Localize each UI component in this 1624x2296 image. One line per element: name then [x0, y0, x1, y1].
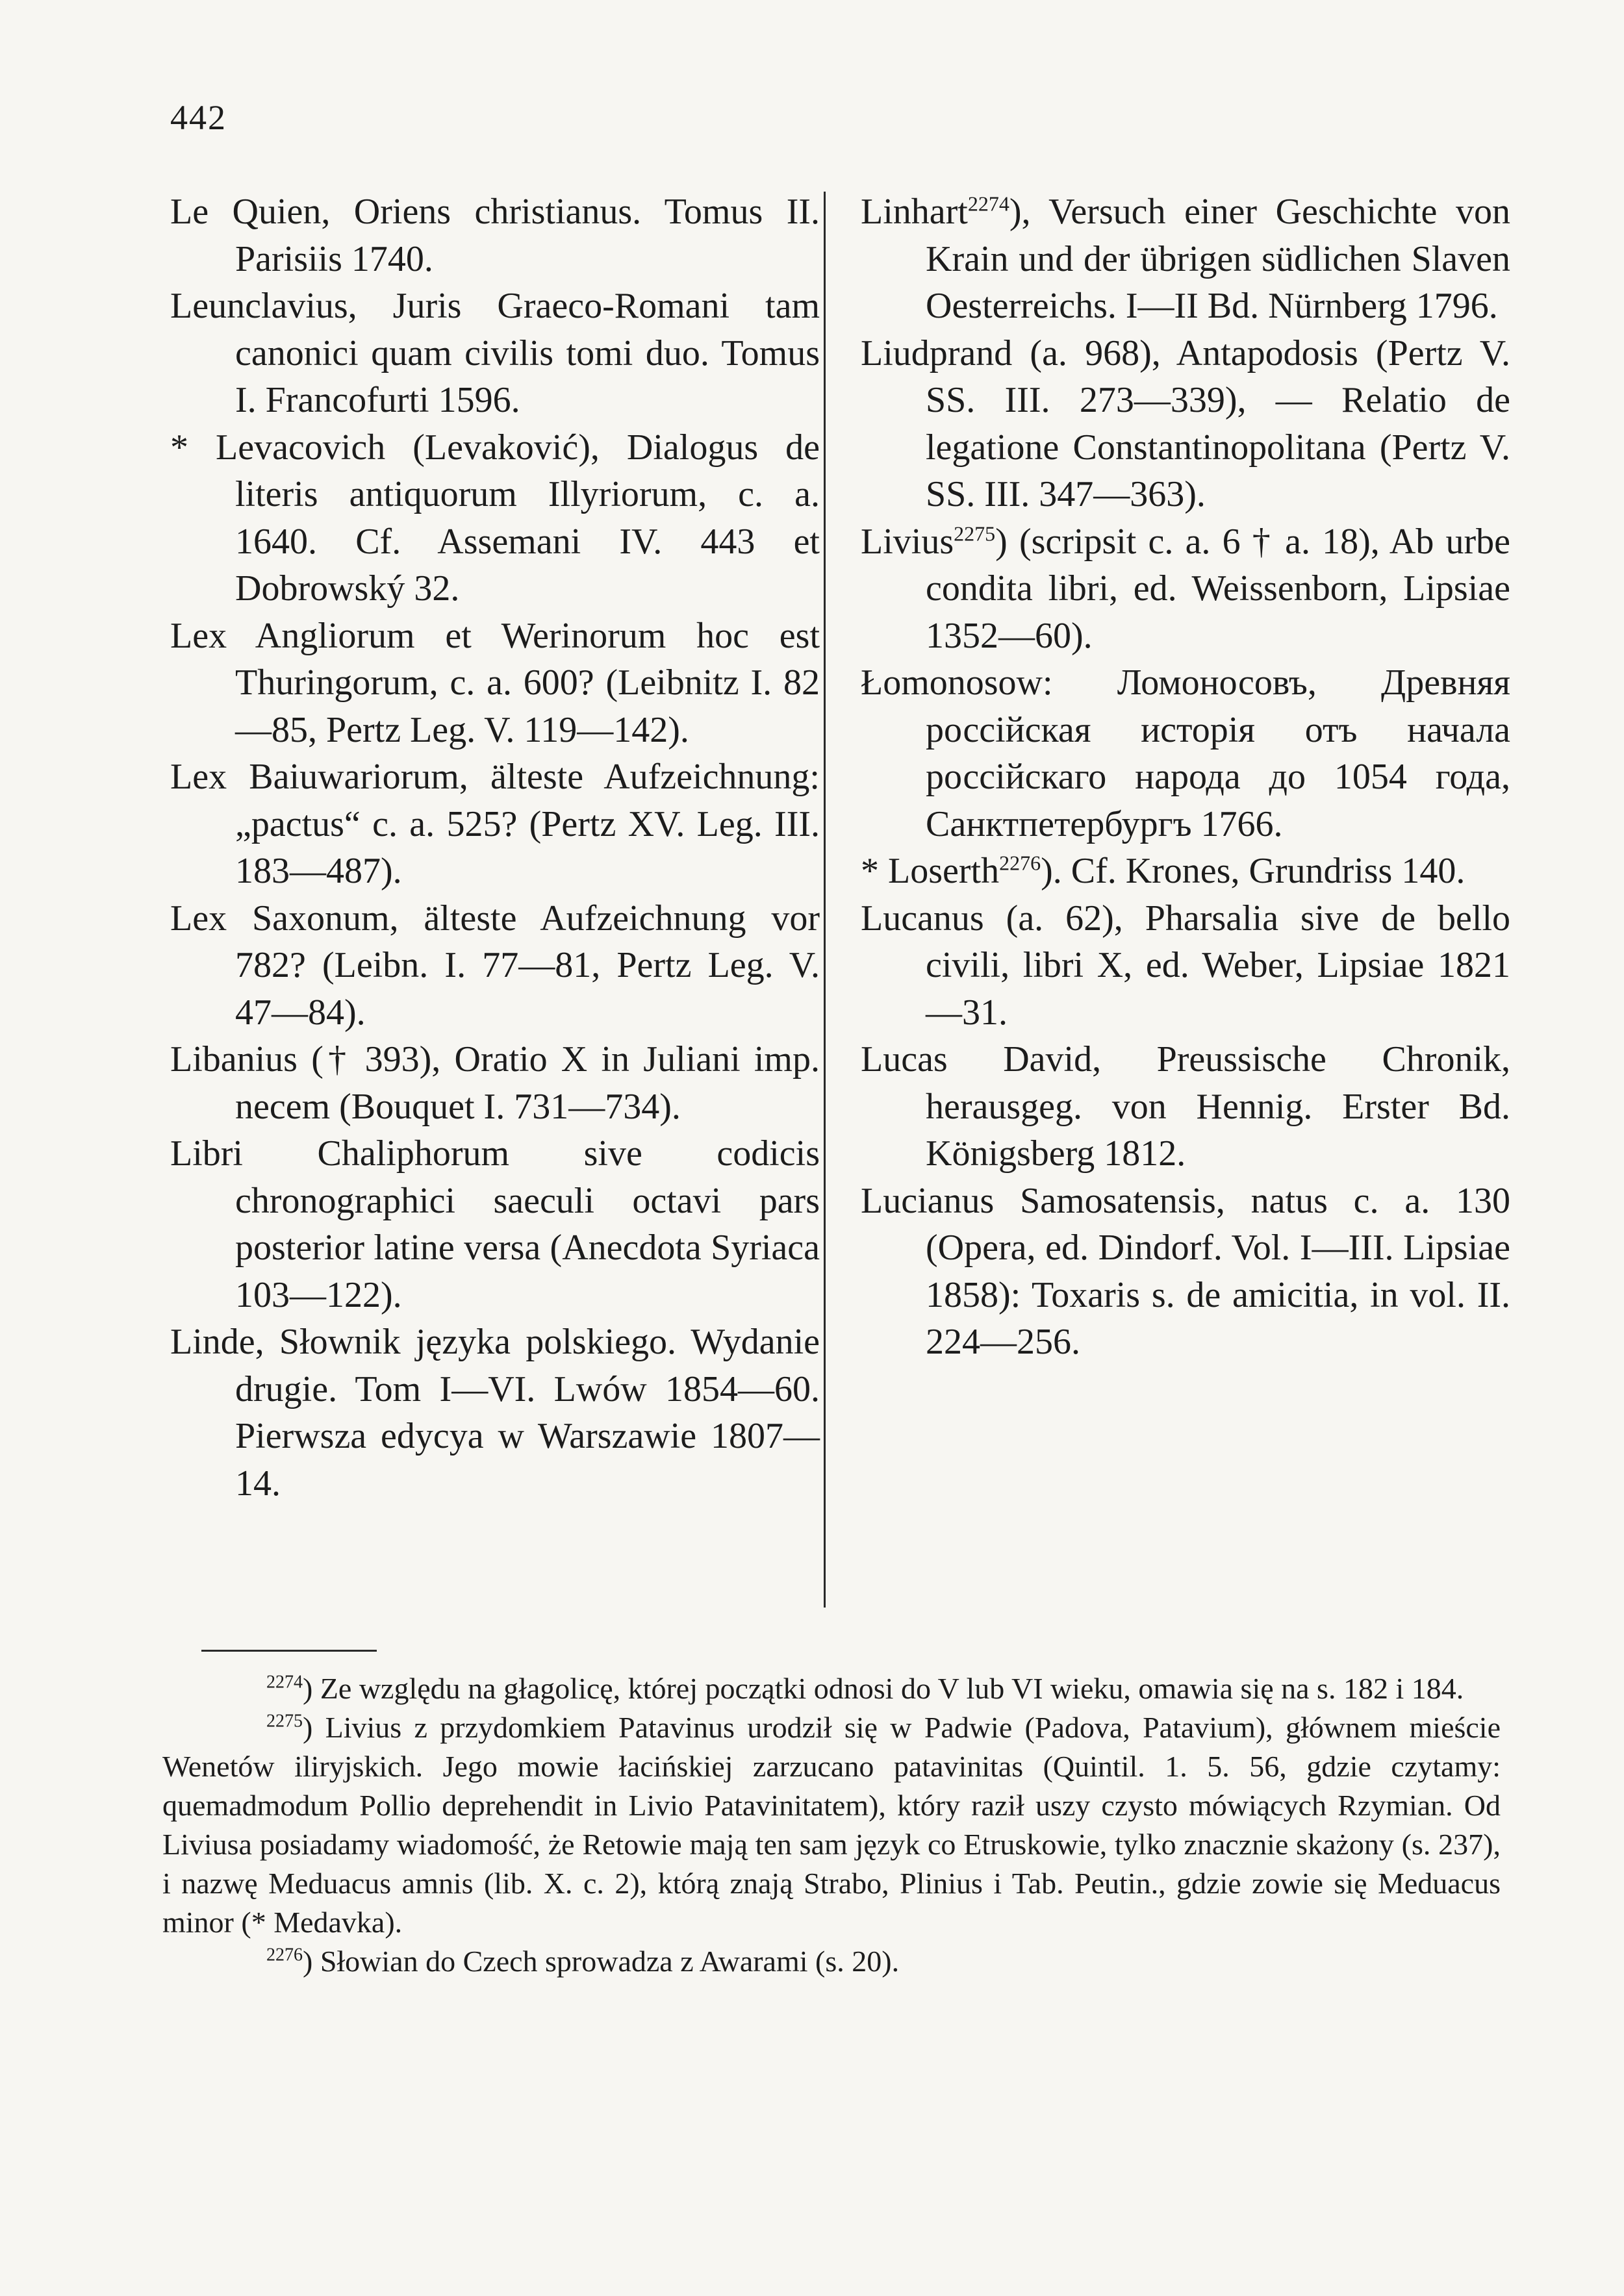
- bibliography-entry: [861, 518, 1510, 660]
- bibliography-entry: Lex Baiuwariorum, älteste Aufzeichnung: „pactus“ c. a. 525? (Pertz XV. Leg. III. 183—487).: [170, 757, 820, 891]
- bibliography-entry: Leunclavius, Juris Graeco-Romani tam canonici quam civilis tomi duo. Tomus I. Francofurti 1596.: [170, 286, 820, 420]
- bibliography-entry: Libri Chaliphorum sive codicis chronographici saeculi octavi pars posterior latine versa (Anecdota Syriaca 103—122).: [170, 1133, 820, 1315]
- bibliography-entry: [861, 895, 1510, 1037]
- entry-text: Livius: [861, 521, 954, 562]
- page-number: 442: [170, 98, 227, 137]
- entry-text: ) (scripsit c. a. 6 † a. 18), Ab urbe condita libri, ed. Weissenborn, Lipsiae 1352—60).: [926, 521, 1510, 656]
- bibliography-entry: [861, 1036, 1510, 1178]
- bibliography-entry: Libanius († 393), Oratio X in Juliani imp. necem (Bouquet I. 731—734).: [170, 1039, 820, 1127]
- bibliography-entry: Lex Angliorum et Werinorum hoc est Thuringorum, c. a. 600? (Leibnitz I. 82—85, Pertz Leg. V. 119—142).: [170, 615, 820, 750]
- entry-text: Liudprand (a. 968), Antapodosis (Pertz V. SS. III. 273—339), — Relatio de legatione Constantinopolitana (Pertz V. SS. III. 347—363).: [861, 333, 1510, 514]
- footnote-number: 2274: [266, 1672, 303, 1693]
- bibliography-entry: [861, 1178, 1510, 1366]
- footnote: [162, 1669, 1501, 1708]
- footnote-ref: 2276: [999, 851, 1041, 875]
- entry-text: Lucanus (a. 62), Pharsalia sive de bello civili, libri X, ed. Weber, Lipsiae 1821—31.: [861, 898, 1510, 1033]
- bibliography-entry: Linde, Słownik języka polskiego. Wydanie drugie. Tom I—VI. Lwów 1854—60. Pierwsza edycya w Warszawie 1807—14.: [170, 1322, 820, 1504]
- footnote: [162, 1942, 1501, 1981]
- entry-text: ), Versuch einer Geschichte von Krain und der übrigen südlichen Slaven Oesterreichs. I—II Bd. Nürnberg 1796.: [926, 192, 1510, 326]
- bibliography-entry: [861, 188, 1510, 330]
- footnote: [162, 1708, 1501, 1942]
- footnote-ref: 2274: [967, 192, 1009, 216]
- entry-text: Linhart: [861, 192, 968, 232]
- bibliography-entry: [861, 848, 1510, 895]
- footnote-text: ) Livius z przydomkiem Patavinus urodził się w Padwie (Padova, Patavium), głównem mieście Wenetów iliryjskich. Jego mowie łacińskiej zarzucano patavinitas (Quintil. 1. 5. 56, gdzie czytamy: quemadmodum Pollio deprehendit in Livio Patavinitatem), który raził uszy czysto mówiących Rzymian. Od Liviusa posiadamy wiadomość, że Retowie mają ten sam język co Etruskowie, tylko znacznie skażony (s. 237), i nazwę Meduacus amnis (lib. X. c. 2), którą znają Strabo, Plinius i Tab. Peutin., gdzie zowie się Meduacus minor (* Medavka).: [162, 1711, 1501, 1939]
- footnote-number: 2276: [266, 1945, 303, 1965]
- bibliography-entry: Lex Saxonum, älteste Aufzeichnung vor 782? (Leibn. I. 77—81, Pertz Leg. V. 47—84).: [170, 898, 820, 1033]
- footnote-text: ) Ze względu na głagolicę, której początki odnosi do V lub VI wieku, omawia się na s. 182 i 184.: [303, 1672, 1464, 1705]
- footnote-ref: 2275: [954, 521, 996, 545]
- bibliography-entry: [861, 330, 1510, 518]
- bibliography-entry: [861, 659, 1510, 848]
- footnote-separator: [201, 1650, 377, 1652]
- left-column: [170, 188, 820, 1507]
- entry-text: Łomonosow: Ломоносовъ, Древняя россійская исторія отъ начала россійскаго народа до 1054 года, Санктпетербургъ 1766.: [861, 662, 1510, 844]
- entry-text: Lucianus Samosatensis, natus c. a. 130 (Opera, ed. Dindorf. Vol. I—III. Lipsiae 1858): Toxaris s. de amicitia, in vol. II. 224—256.: [861, 1180, 1510, 1362]
- footnote-text: ) Słowian do Czech sprowadza z Awarami (s. 20).: [303, 1945, 900, 1978]
- right-column: [861, 188, 1510, 1366]
- entry-text: Lucas David, Preussische Chronik, herausgeg. von Hennig. Erster Bd. Königsberg 1812.: [861, 1039, 1510, 1174]
- column-divider: [824, 192, 826, 1608]
- bibliography-entry: Le Quien, Oriens christianus. Tomus II. Parisiis 1740.: [170, 192, 820, 279]
- footnotes: [162, 1669, 1501, 1981]
- footnote-number: 2275: [266, 1711, 303, 1732]
- entry-text: * Loserth: [861, 851, 1000, 891]
- entry-text: ). Cf. Krones, Grundriss 140.: [1041, 851, 1465, 891]
- bibliography-entry: * Levacovich (Levaković), Dialogus de literis antiquorum Illyriorum, c. a. 1640. Cf. Assemani IV. 443 et Dobrowský 32.: [170, 427, 820, 609]
